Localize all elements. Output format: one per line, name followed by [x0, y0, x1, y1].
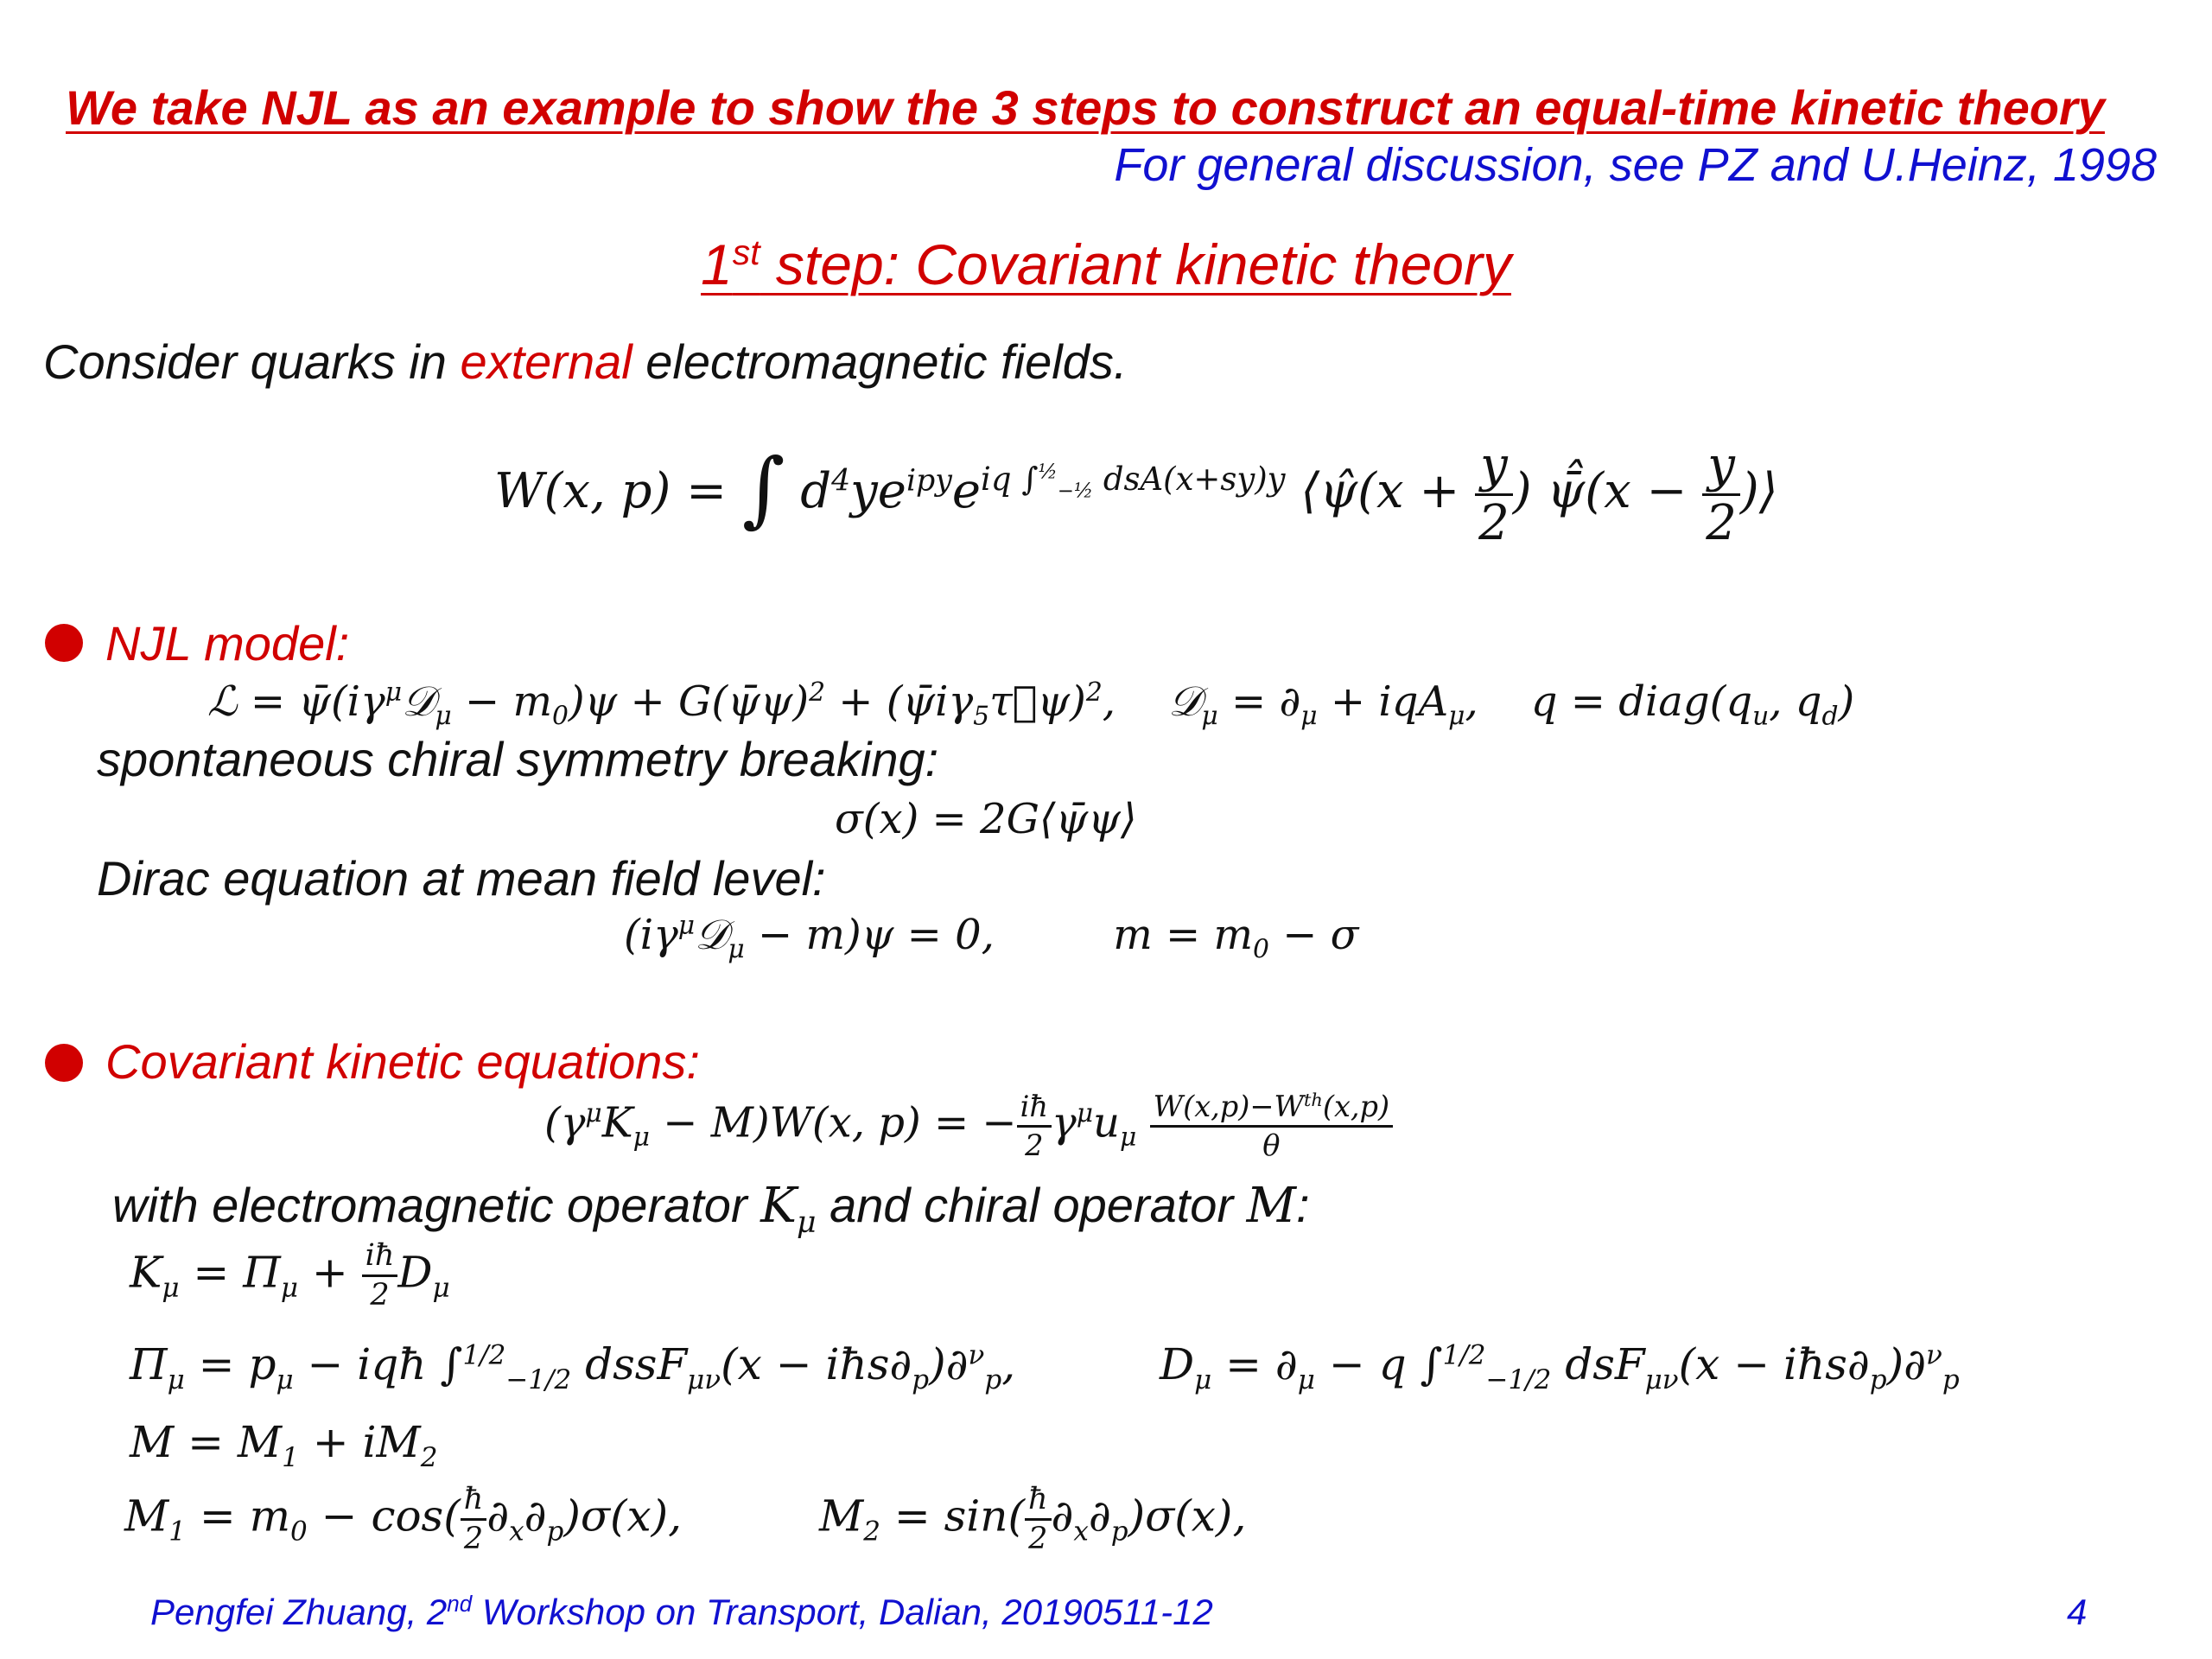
m-operator: $M = M_1 + iM_2$ [130, 1417, 438, 1473]
k-operator: $K_\mu = \Pi_\mu$ + $\frac{iħ}{2}$ $D_\mu$ [130, 1238, 450, 1313]
wigner-equation: W(x, p) = ∫ $d^4ye^{ipy}e^{iq \int^{\frac{1}{2}}_{-\frac{1}{2}} dsA(x+sy)y}$ ⟨ψ̂(x + $\frac{y}{2}$ ) ψ̄̂(x − $\frac{y}{2}$ )⟩ [494, 437, 1778, 551]
njl-lagrangian: ℒ = $\psī(i\gamma^\mu 𝒟_\mu - m_0)\psi$ + G(ψ̄ψ)$^2$ + $(\psīi\gamma_5\tau⃗\psi)^2$, 𝒟$_\mu$ = $\partial_\mu + iqA_\mu$, $q = diag(q_u$, $q_d$) [207, 677, 1855, 732]
dirac-equation: $(i\gamma^\mu 𝒟_\mu - m)\psi = 0$, $m = m_0 - \sigma$ [624, 911, 1359, 965]
kinetic-heading: Covariant kinetic equations: [105, 1034, 700, 1089]
intro-text: Consider quarks in external electromagnetic fields. [43, 334, 1128, 389]
njl-heading: NJL model: [105, 616, 350, 671]
operators-label: with electromagnetic operator $K_\mu$ and chiral operator M: [112, 1178, 1310, 1241]
footer-credit: Pengfei Zhuang, 2nd Workshop on Transport, Dalian, 20190511-12 [150, 1591, 1213, 1632]
bullet-dot-icon [45, 624, 83, 662]
pi-operator: $\Pi_\mu = p_\mu$ − iqħ ∫$^{1/2}_{-1/2}$ dssF$_{\mu\nu}$(x − $iħs\partial_p)\partial^\nu_p$, [130, 1339, 1016, 1395]
bullet-dot-icon [45, 1044, 83, 1082]
m1-m2-operators: $M_1 = m_0 - \cos$( $\frac{ħ}{2}$ $\partial_x\partial_p)\sigma(x)$, $M_2 = \sin$( $\frac{ħ}{2}$ $\partial_x\partial_p)\sigma(x)$, [124, 1482, 1247, 1556]
intro-highlight: external [460, 334, 632, 389]
kinetic-equation: $(\gamma^\mu K_\mu - M)W(x$, p) = − $\frac{iħ}{2}$ $\gamma^\mu u_\mu$ $\frac{W(x,p)-W^{th}(x,p)}{\theta}$ [544, 1092, 1393, 1160]
page-number: 4 [2067, 1592, 2088, 1632]
dirac-label: Dirac equation at mean field level: [97, 851, 826, 906]
reference-note: For general discussion, see PZ and U.Heinz, 1998 [1114, 139, 2157, 191]
step-heading: 1st step: Covariant kinetic theory [701, 232, 1511, 296]
slide-title: We take NJL as an example to show the 3 steps to construct an equal-time kinetic theory [66, 80, 2105, 135]
chiral-breaking-label: spontaneous chiral symmetry breaking: [97, 732, 939, 786]
sigma-equation: σ(x) = 2G⟨ψ̄ψ⟩ [835, 795, 1137, 843]
d-operator: $D_\mu = \partial_\mu - q$ ∫$^{1/2}_{-1/2}$ $dsF_{\mu\nu}(x - iħs\partial_p)\partial^\nu_p$ [1160, 1339, 1960, 1395]
